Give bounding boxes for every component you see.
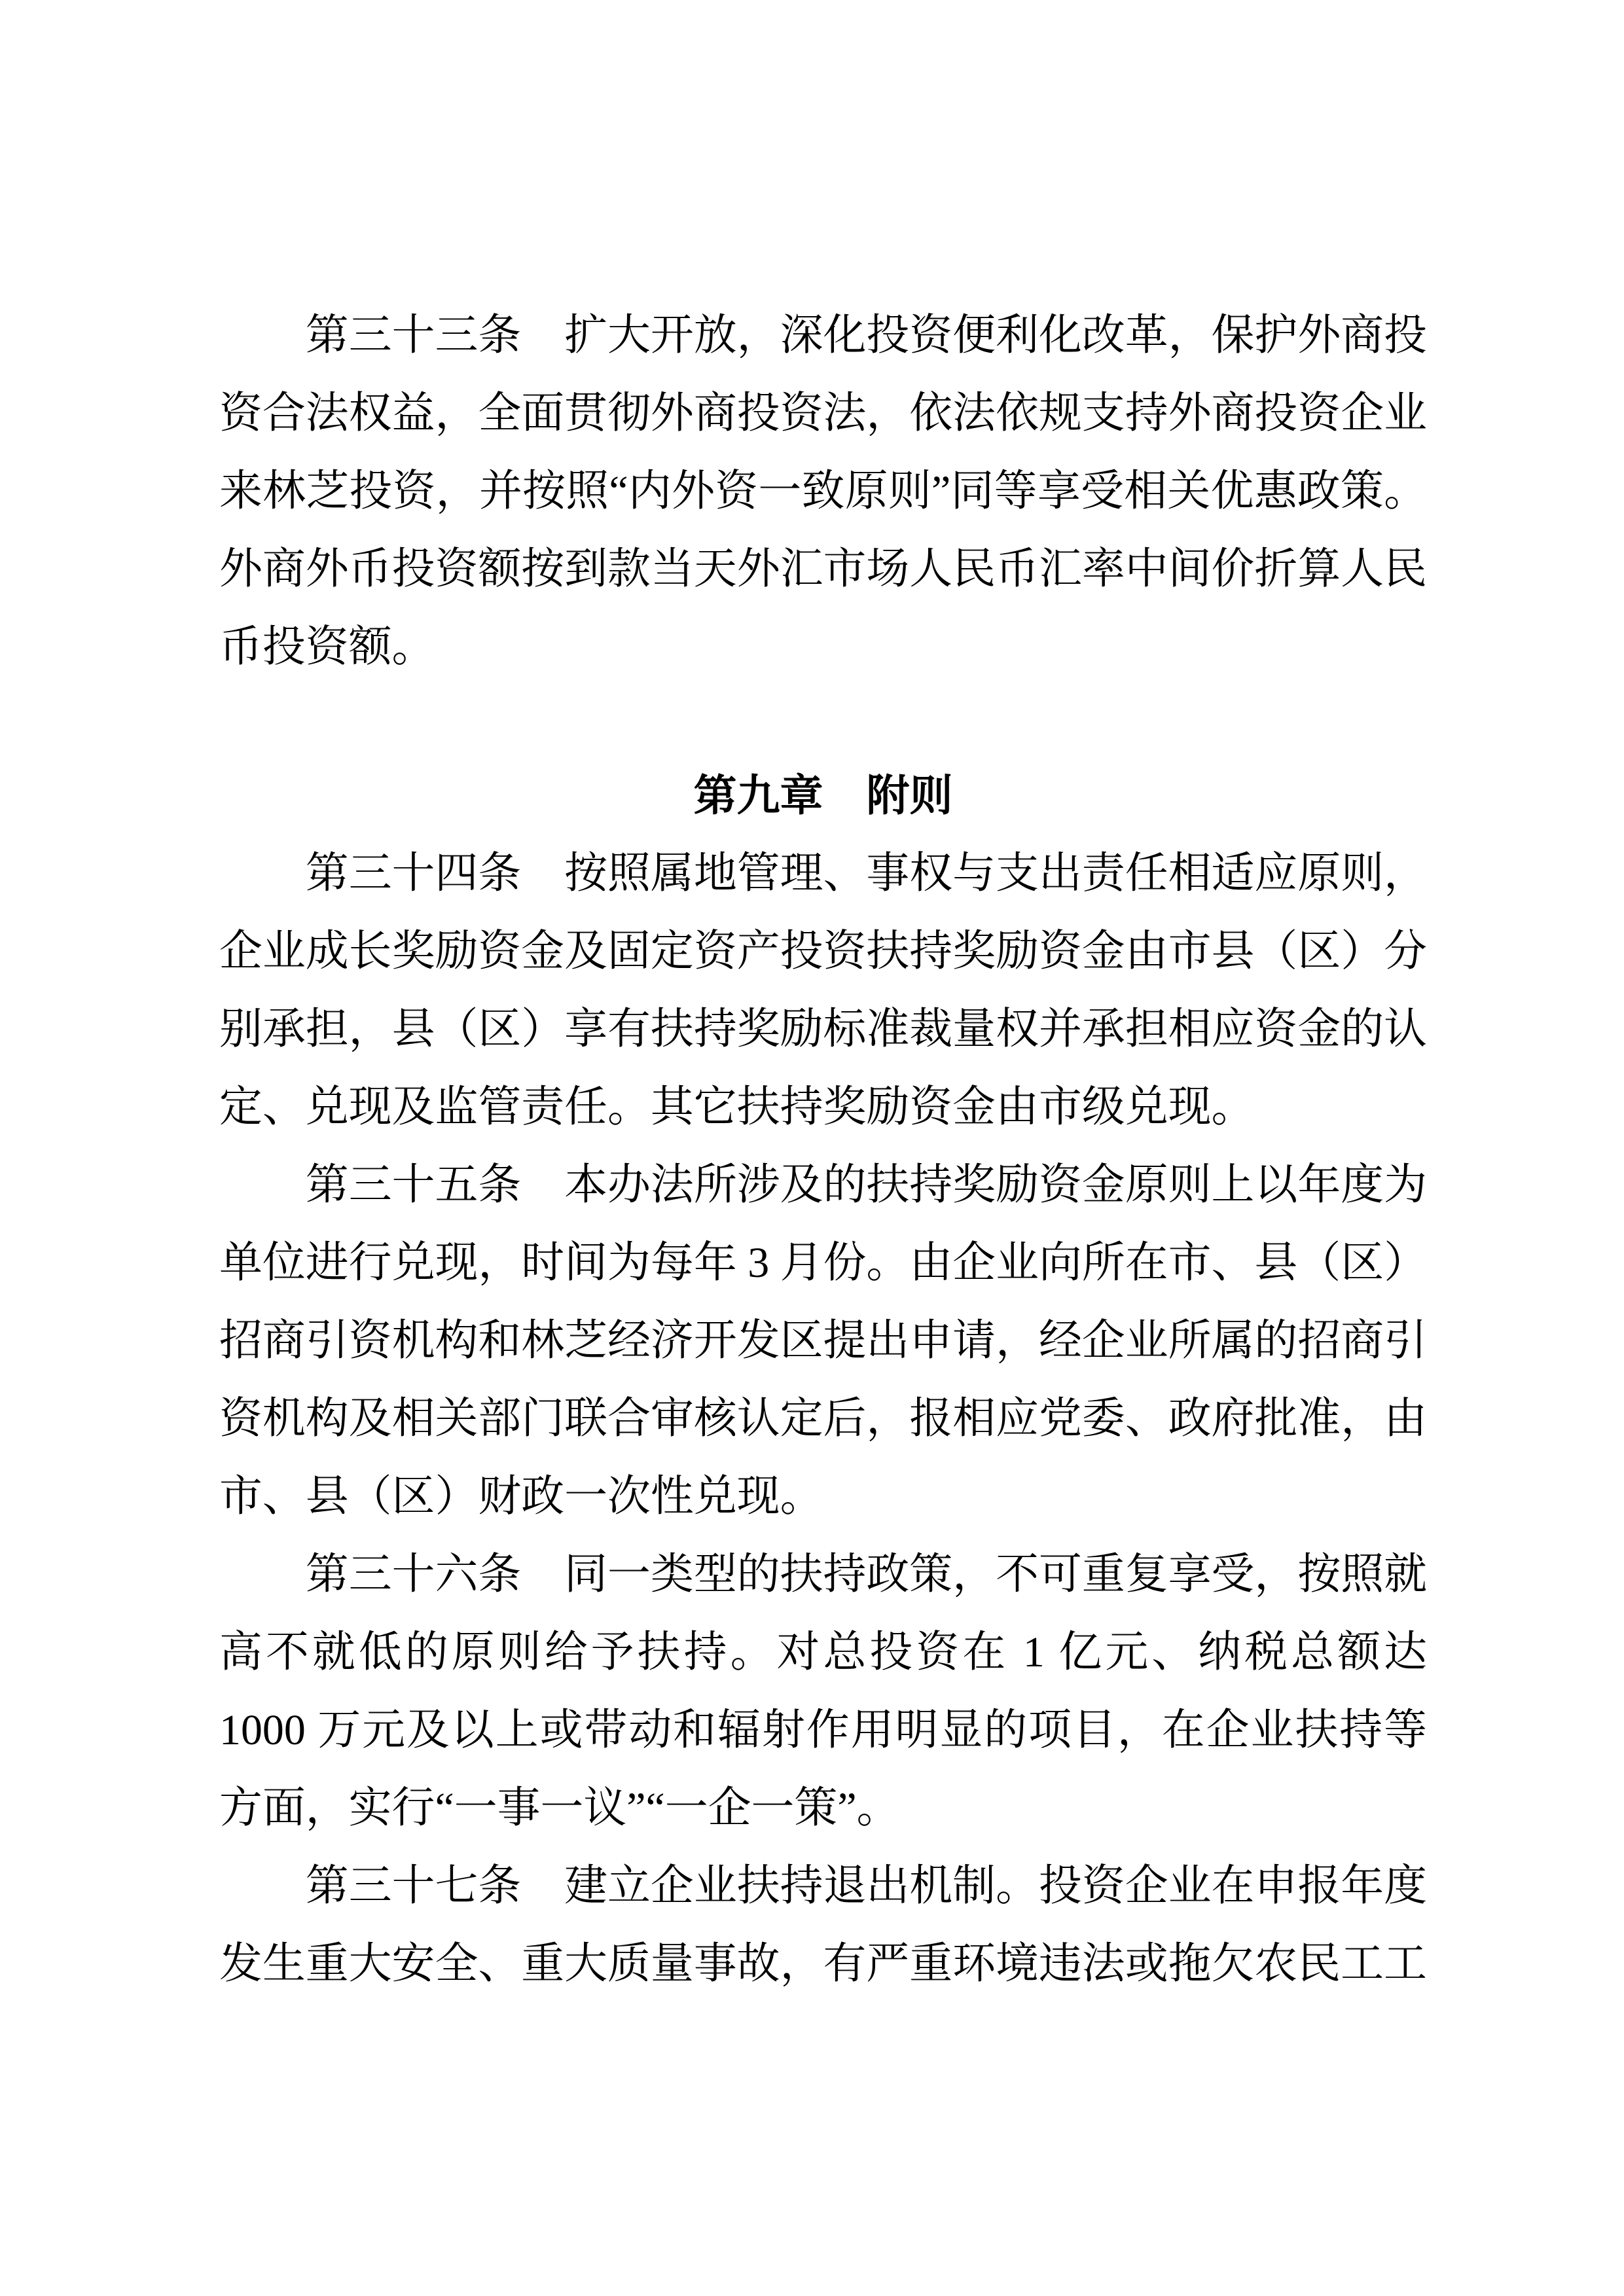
paragraph-article-34: 第三十四条 按照属地管理、事权与支出责任相适应原则，企业成长奖励资金及固定资产投资扶持奖励资金由市县（区）分别承担，县（区）享有扶持奖励标准裁量权并承担相应资金的认定、兑现及监管责任。其它扶持奖励资金由市级兑现。 — [219, 850, 1427, 1131]
paragraph-article-33: 第三十三条 扩大开放，深化投资便利化改革，保护外商投资合法权益，全面贯彻外商投资法，依法依规支持外商投资企业来林芝投资，并按照“内外资一致原则”同等享受相关优惠政策。外商外币投资额按到款当天外汇市场人民币汇率中间价折算人民币投资额。 — [219, 312, 1427, 671]
paragraph-article-37: 第三十七条 建立企业扶持退出机制。投资企业在申报年度发生重大安全、重大质量事故，有严重环境违法或拖欠农民工工 — [219, 1862, 1427, 1988]
text-column — [219, 296, 1427, 2003]
paragraph-article-36: 第三十六条 同一类型的扶持政策，不可重复享受，按照就高不就低的原则给予扶持。对总投资在 1 亿元、纳税总额达 1000 万元及以上或带动和辐射作用明显的项目，在企业扶持等方面，实行“一事一议”“一企一策”。 — [219, 1551, 1427, 1832]
paragraph-article-35: 第三十五条 本办法所涉及的扶持奖励资金原则上以年度为单位进行兑现，时间为每年 3 月份。由企业向所在市、县（区）招商引资机构和林芝经济开发区提出申请，经企业所属的招商引资机构及相关部门联合审核认定后，报相应党委、政府批准，由市、县（区）财政一次性兑现。 — [219, 1161, 1427, 1520]
chapter-heading: 第九章 附则 — [693, 771, 953, 819]
